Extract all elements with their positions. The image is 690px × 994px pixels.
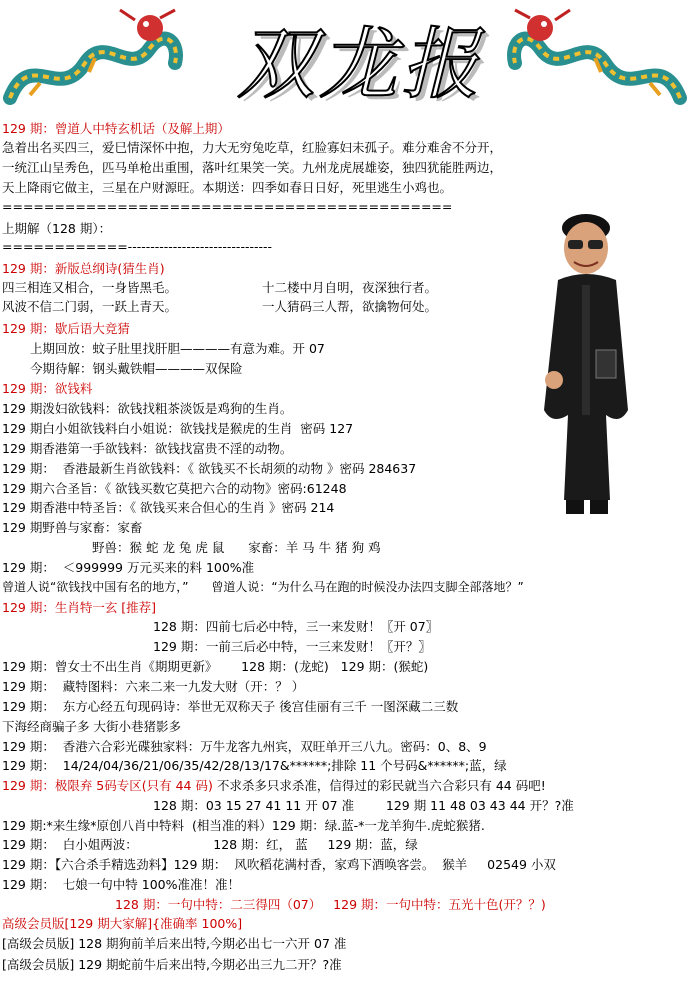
- section-title-money: 129 期：欲钱料: [2, 381, 93, 396]
- separator: ===========================================: [2, 199, 453, 214]
- list-item: 128 期：四前七后必中特，三一来发财！〖开 07〗: [153, 619, 439, 634]
- page-title: 双龙报: [236, 20, 483, 110]
- section-title-zodiac: 129 期：生肖特一玄 [推荐]: [2, 600, 157, 615]
- poem-line: 四三相连又相合，一身皆黑毛。: [2, 280, 178, 295]
- list-item: 129 期香港第一手欲钱料：欲钱找富贵不淫的动物。: [2, 441, 293, 456]
- list-item: 129 期： 14/24/04/36/21/06/35/42/28/13/17&******;排除 11 个号码&******;蓝，绿: [2, 758, 507, 773]
- list-item: 129 期野兽与家畜：家畜: [2, 520, 143, 535]
- highlight-line: 128 期：一句中特：二三得四（07） 129 期：一句中特：五光十色(开？？): [115, 897, 546, 912]
- person-illustration: [528, 210, 648, 530]
- list-item: 129 期：曾女士不出生肖《期期更新》 128 期：(龙蛇) 129 期：(猴蛇): [2, 659, 429, 674]
- list-item: 野兽：猴 蛇 龙 兔 虎 鼠 家畜：羊 马 牛 猪 狗 鸡: [92, 540, 381, 555]
- list-item: 129 期：一前三后必中特，一三来发财！〖开？〗: [153, 639, 431, 654]
- poem-line: 一人猜码三人帮，欲擒物何处。: [262, 299, 438, 314]
- list-item: 129 期： 白小姐两波： 128 期：红， 蓝 129 期：蓝，绿: [2, 837, 418, 852]
- list-item: 129 期香港中特圣旨：《 欲钱买来合但心的生肖 》密码 214: [2, 500, 335, 515]
- list-item: [高级会员版] 129 期蛇前牛后来出特,今期必出三九二开？?准: [2, 957, 342, 972]
- list-item: 129 期:*来生缘*原创八肖中特料 (相当准的料）129 期：绿.蓝-*一龙羊狗牛.虎蛇猴猪.: [2, 818, 485, 833]
- list-item: 129 期： ＜999999 万元买来的料 100%准: [2, 560, 255, 575]
- header-banner: [0, 0, 690, 118]
- poem-line: 天上降雨它做主，三星在户财源旺。本期送：四季如春日日好，死里逃生小鸡也。: [2, 180, 453, 195]
- list-item: [高级会员版] 128 期狗前羊后来出特,今期必出七一六开 07 准: [2, 936, 347, 951]
- prev-answer-label: 上期解（128 期）：: [2, 221, 112, 236]
- poem-line: 风波不信二门弱，一跃上青天。: [2, 299, 178, 314]
- poem-line: 一统江山呈秀色，匹马单枪出重围，落叶红果笑一笑。九州龙虎展雄姿，独四犹能胜两边，: [2, 160, 503, 175]
- section-title-poem: 129 期：新版总纲诗(猜生肖): [2, 261, 165, 276]
- section-title-riddle: 129 期：歇后语大竞猜: [2, 321, 130, 336]
- riddle-line: 上期回放：蚊子肚里找肝胆————有意为难。开 07: [30, 341, 325, 356]
- list-item: 129 期泼妇欲钱料：欲钱找粗茶淡饭是鸡狗的生肖。: [2, 401, 293, 416]
- list-item: 129 期： 七娘一句中特 100%准准！准！: [2, 877, 240, 892]
- list-item: 129 期： 藏特图料：六来二来一九发大财（开：？ ）: [2, 679, 305, 694]
- list-item: 129 期六合圣旨：《 欲钱买数它莫把六合的动物》密码:61248: [2, 481, 347, 496]
- list-item: 129 期：【六合杀手精选劲料】129 期： 风吹稻花满村香，家鸡下酒唤客尝。 猴羊 02549 小双: [2, 857, 556, 872]
- riddle-line: 今期待解：钢头戴铁帽————双保险: [30, 361, 243, 376]
- list-item: 128 期：03 15 27 41 11 开 07 准 129 期 11 48 03 43 44 开？?准: [153, 798, 574, 813]
- section-title-limit: 129 期：极限弃 5码专区(只有 44 码): [2, 778, 213, 793]
- poem-line: 急着出名买四三，爱巳情深怀中抱，力大无穷兔吃草，红脸寡妇未孤子。难分难舍不分开，: [2, 140, 503, 155]
- list-item: 129 期： 香港最新生肖欲钱料：《 欲钱买不长胡须的动物 》密码 284637: [2, 461, 417, 476]
- separator: ============--------------------------------: [2, 239, 273, 254]
- section-title-prediction: 129 期：曾道人中特玄机话（及解上期）: [2, 121, 230, 136]
- list-item: 曾道人说“欲钱找中国有名的地方，” 曾道人说：“为什么马在跑的时候没办法四支脚全部落地？”: [2, 580, 524, 594]
- list-item: 129 期： 香港六合彩光碟独家料：万牛龙客九州宾，双旺单开三八九。密码：0、8、9: [2, 739, 487, 754]
- poem-line: 十二楼中月自明，夜深独行者。: [262, 280, 438, 295]
- section-title-tail: 不求杀多只求杀准，信得过的彩民就当六合彩只有 44 码吧!: [212, 778, 546, 793]
- list-item: 129 期白小姐欲钱料白小姐说：欲钱找是猴虎的生肖 密码 127: [2, 421, 354, 436]
- section-title-vip: 高级会员版[129 期大家解]{准确率 100%]: [2, 916, 243, 931]
- list-item: 下海经商骗子多 大街小巷猪影多: [2, 719, 181, 734]
- section-row-limit: [2, 778, 546, 794]
- list-item: 129 期： 东方心经五句现码诗：举世无双称天子 後宫佳丽有三千 一图深藏二三数: [2, 699, 459, 714]
